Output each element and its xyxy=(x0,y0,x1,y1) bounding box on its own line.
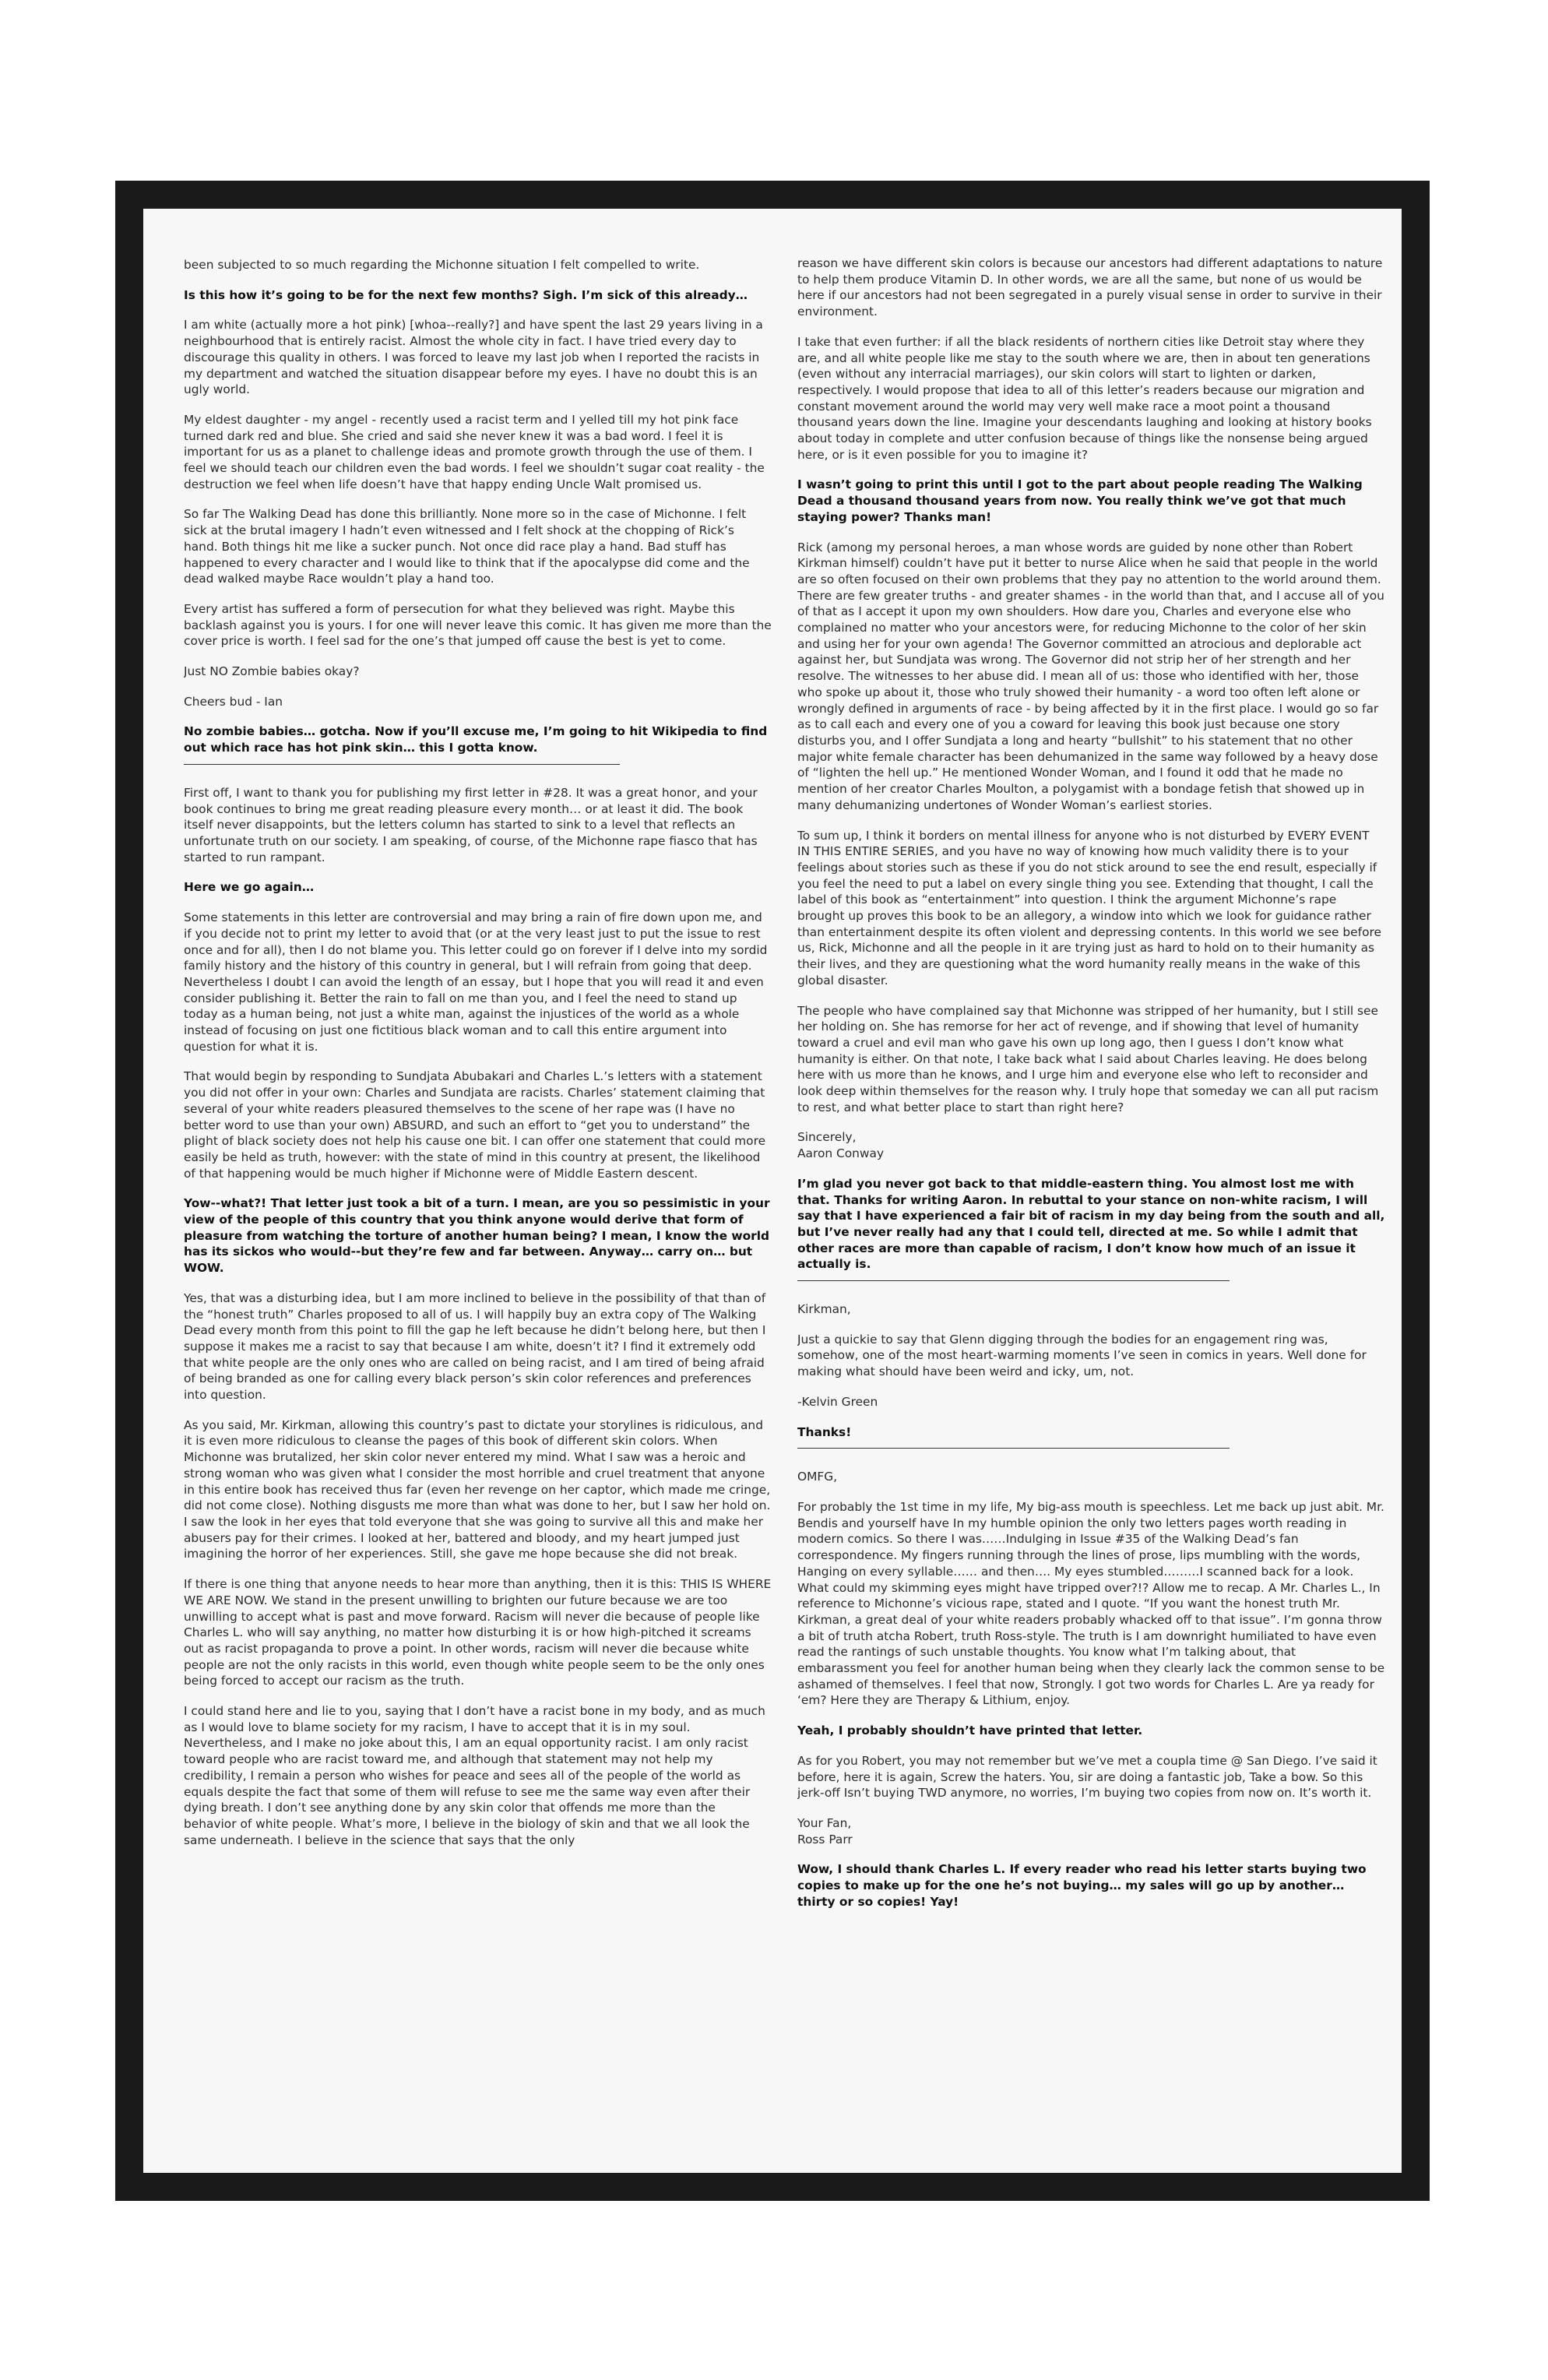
letter-paragraph: Your Fan, Ross Parr xyxy=(797,1815,853,1847)
letter-paragraph: As for you Robert, you may not remember but we’ve met a coupla time @ San Diego. I’ve said it before, here it is again, Screw the haters. You, sir are doing a fantastic job, Take a bow. So this jerk-off Isn’t buying TWD anymore, no worries, I’m buying two copies from now on. It’s worth it. xyxy=(797,1753,1377,1801)
editor-reply: I’m glad you never got back to that middle-eastern thing. You almost lost me with that. Thanks for writing Aaron. In rebuttal to your stance on non-white racism, I will say that I have experienced a fair bit of racism in my day being from the south and all, but I’ve never really had any that I could tell, directed at me. So while I admit that other races are more than capable of racism, I don’t know how much of an issue it actually is. xyxy=(797,1176,1385,1272)
letter-paragraph: I take that even further: if all the black residents of northern cities like Detroit stay where they are, and all white people like me stay to the south where we are, then in about ten generations (even without any interracial marriages), our skin colors will start to lighten or darken, respectively. I would propose that idea to all of this letter’s readers because our migration and constant movement around the world may very well make race a moot point a thousand thousand years down the line. Imagine your descendants laughing and looking at history books about today in complete and utter confusion because of things like the nonsense being argued here, or is it even possible for you to imagine it? xyxy=(797,334,1372,462)
letter-divider xyxy=(797,1448,1230,1449)
letter-paragraph: That would begin by responding to Sundjata Abubakari and Charles L.’s letters with a statement you did not offer in your own: Charles and Sundjata are racists. Charles’ statement claiming that several of your white readers pleasured themselves to the scene of her rape was (I have no better word to use than your own) ABSURD, and such an effort to “get you to understand” the plight of black society does not help his cause one bit. I can offer one statement that could more easily be held as truth, however: with the state of mind in this country at present, the likelihood of that happening would be much higher if Michonne were of Middle Eastern descent. xyxy=(184,1069,766,1181)
editor-reply: Yeah, I probably shouldn’t have printed that letter. xyxy=(797,1723,1143,1738)
letter-divider xyxy=(184,764,620,765)
letter-paragraph: Cheers bud - Ian xyxy=(184,694,283,709)
page-frame xyxy=(115,181,1430,2201)
left-column xyxy=(184,257,772,2142)
letter-paragraph: I am white (actually more a hot pink) [whoa--really?] and have spent the last 29 years living in a neighbourhood that is entirely racist. Almost the whole city in fact. I have tried every day to discourage this quality in others. I was forced to leave my last job when I reported the racists in my department and watched the situation disappear before my eyes. I have no doubt this is an ugly world. xyxy=(184,318,763,397)
letter-paragraph: My eldest daughter - my angel - recently used a racist term and I yelled till my hot pink face turned dark red and blue. She cried and said she never knew it was a bad word. I feel it is important for us as a planet to challenge ideas and promote growth through the use of them. I feel we should teach our children even the bad words. I feel we shouldn’t sugar coat reality - the destruction we feel when life doesn’t have that happy ending Uncle Walt promised us. xyxy=(184,412,765,491)
right-column xyxy=(797,255,1385,2142)
editor-reply: Is this how it’s going to be for the next few months? Sigh. I’m sick of this already… xyxy=(184,287,748,302)
letter-paragraph: Just NO Zombie babies okay? xyxy=(184,664,360,679)
editor-reply: Here we go again… xyxy=(184,880,315,895)
letter-paragraph: Just a quickie to say that Glenn digging through the bodies for an engagement ring was, somehow, one of the most heart-warming moments I’ve seen in comics in years. Well done for making what should have been weird and icky, um, not. xyxy=(797,1332,1367,1379)
letter-paragraph: -Kelvin Green xyxy=(797,1394,878,1409)
letter-paragraph: OMFG, xyxy=(797,1470,838,1484)
editor-reply: I wasn’t going to print this until I got to the part about people reading The Walking Dead a thousand thousand years from now. You really think we’ve got that much staying power? Thanks man! xyxy=(797,477,1363,524)
editor-reply: Yow--what?! That letter just took a bit of a turn. I mean, are you so pessimistic in your view of the people of this country that you think anyone would derive that form of pleasure from watching the torture of another human being? I mean, I know the world has its sickos who would--but they’re few and far between. Anyway… carry on… but WOW. xyxy=(184,1196,770,1276)
letter-paragraph: Rick (among my personal heroes, a man whose words are guided by none other than Robert Kirkman himself) couldn’t have put it better to nurse Alice when he said that people in the world are so often focused on their own problems that they pay no attention to the world around them. There are few greater truths - and greater shames - in the world than that, and I accuse all of you of that as I accept it upon my own shoulders. How dare you, Charles and everyone else who complained no matter who your ancestors were, for reducing Michonne to the color of her skin and using her for your own agenda! The Governor committed an atrocious and deplorable act against her, but Sundjata was wrong. The Governor did not strip her of her strength and her resolve. The witnesses to her abuse did. I mean all of us: those who identified with her, those who spoke up about it, those who truly showed their humanity - a word too often left alone or wrongly defined in arguments of race - by being affected by it in the first place. I would go so far as to call each and every one of you a coward for leaving this book just because one story disturbs you, and I offer Sundjata a long and hearty “bullshit” to his statement that no other major white female character has been dehumanized in the same way followed by a heavy dose of “lighten the hell up.” He mentioned Wonder Woman, and I found it odd that he made no mention of her creator Charles Moulton, a polygamist with a bondage fetish that showed up in many dehumanizing undertones of Wonder Woman’s earliest stories. xyxy=(797,540,1384,812)
editor-reply: Thanks! xyxy=(797,1424,852,1439)
letter-paragraph: been subjected to so much regarding the Michonne situation I felt compelled to write. xyxy=(184,258,700,272)
letter-paragraph: So far The Walking Dead has done this brilliantly. None more so in the case of Michonne. I felt sick at the brutal imagery I hadn’t even witnessed and I felt shock at the chopping of Rick’s hand. Both things hit me like a sucker punch. Not once did race play a hand. Bad stuff has happened to every character and I would like to think that if the apocalypse did come and the dead walked maybe Race wouldn’t play a hand too. xyxy=(184,507,750,586)
letter-paragraph: Sincerely, Aaron Conway xyxy=(797,1130,885,1161)
letter-paragraph: The people who have complained say that Michonne was stripped of her humanity, but I still see her holding on. She has remorse for her act of revenge, and if showing that level of humanity toward a cruel and evil man who gave his own up long ago, then I guess I don’t know what humanity is either. On that note, I take back what I said about Charles leaving. He does belong here with us more than he knows, and I urge him and everyone else who left to reconsider and look deep within themselves for the reason why. I truly hope that someday we can all put racism to rest, and what better place to start than right here? xyxy=(797,1003,1379,1114)
editor-reply: No zombie babies… gotcha. Now if you’ll excuse me, I’m going to hit Wikipedia to find out which race has hot pink skin… this I gotta know. xyxy=(184,724,768,755)
letter-divider xyxy=(797,1280,1230,1281)
letter-paragraph: reason we have different skin colors is because our ancestors had different adaptations to nature to help them produce Vitamin D. In other words, we are all the same, but none of us would be here if our ancestors had not been segregated in a purely visual sense in order to survive in their environment. xyxy=(797,256,1383,319)
letter-paragraph: Yes, that was a disturbing idea, but I am more inclined to believe in the possibility of that than of the “honest truth” Charles proposed to all of us. I will happily buy an extra copy of The Walking Dead every month from this point to fill the gap he left because he didn’t belong here, but then I suppose it makes me a racist to say that because I am white, doesn’t it? I find it extremely odd that white people are the only ones who are called on being racist, and I am tired of being afraid of being branded as one for calling every black person’s skin color references and preferences into question. xyxy=(184,1290,766,1403)
letter-paragraph: Some statements in this letter are controversial and may bring a rain of fire down upon me, and if you decide not to print my letter to avoid that (or at the very least just to put the issue to rest once and for all), then I do not blame you. This letter could go on forever if I delve into my sordid family history and the history of this country in general, but I will refrain from going that deep. Nevertheless I doubt I can avoid the length of an essay, but I hope that you will read it and even consider publishing it. Better the rain to fall on me than you, and I feel the need to stand up today as a human being, not just a white man, against the injustices of the world as a whole instead of focusing on just one fictitious black woman and to call this entire argument into question for what it is. xyxy=(184,910,768,1054)
letter-paragraph: Kirkman, xyxy=(797,1302,851,1317)
letter-paragraph: For probably the 1st time in my life, My big-ass mouth is speechless. Let me back up just abit. Mr. Bendis and yourself have In my humble opinion the only two letters pages worth reading in modern comics. So there I was……Indulging in Issue #35 of the Walking Dead’s fan correspondence. My fingers running through the lines of prose, lips mumbling with the words, Hanging on every syllable…… and then…. My eyes stumbled………I scanned back for a look. What could my skimming eyes might have tripped over?!? Allow me to recap. A Mr. Charles L., In reference to Michonne’s vicious rape, stated and I quote. “If you want the honest truth Mr. Kirkman, a great deal of your white readers probably whacked off to that issue”. I’m gonna throw a bit of truth atcha Robert, truth Ross-style. The truth is I am downright humiliated to have even read the rantings of such unstable thoughts. You know what I’m talking about, that embarassment you feel for another human being when they clearly lack the common sense to be ashamed of themselves. I feel that now, Strongly. I got two words for Charles L. Are ya ready for ‘em? Here they are Therapy & Lithium, enjoy. xyxy=(797,1500,1385,1708)
letter-paragraph: As you said, Mr. Kirkman, allowing this country’s past to dictate your storylines is ridiculous, and it is even more ridiculous to cleanse the pages of this book of different skin colors. When Michonne was brutalized, her skin color never entered my mind. What I saw was a heroic and strong woman who was given what I consider the most horrible and cruel treatment that anyone in this entire book has received thus far (even her revenge on her captor, which made me cringe, did not come close). Nothing disgusts me more than what was done to her, but I saw her hold on. I saw the look in her eyes that told everyone that she was going to survive all this and make her abusers pay for their crimes. I looked at her, battered and bloody, and my heart jumped just imagining the horror of her experiences. Still, she gave me hope because she did not break. xyxy=(184,1417,771,1561)
editor-reply: Wow, I should thank Charles L. If every reader who read his letter starts buying two copies to make up for the one he’s not buying… my sales will go up by another… thirty or so copies! Yay! xyxy=(797,1862,1367,1909)
letter-paragraph: First off, I want to thank you for publishing my first letter in #28. It was a great honor, and your book continues to bring me great reading pleasure every month… or at least it did. The book itself never disappoints, but the letters column has started to sink to a level that reflects an unfortunate truth on our society. I am speaking, of course, of the Michonne rape fiasco that has started to run rampant. xyxy=(184,785,758,864)
letter-paragraph: Every artist has suffered a form of persecution for what they believed was right. Maybe this backlash against you is yours. I for one will never leave this comic. It has given me more than the cover price is worth. I feel sad for the one’s that jumped off cause the best is yet to come. xyxy=(184,601,772,649)
letter-paragraph: If there is one thing that anyone needs to hear more than anything, then it is this: THIS IS WHERE WE ARE NOW. We stand in the present unwilling to brighten our future because we are too unwilling to accept what is past and move forward. Racism will never die because of people like Charles L. who will say anything, no matter how disturbing it is or how high-pitched it screams out as racist propaganda to prove a point. In other words, racism will never die because white people are not the only racists in this world, even though white people seem to be the only ones being forced to accept our racism as the truth. xyxy=(184,1577,772,1688)
letter-paragraph: To sum up, I think it borders on mental illness for anyone who is not disturbed by EVERY EVENT IN THIS ENTIRE SERIES, and you have no way of knowing how much validity there is to your feelings about stories such as these if you do not stick around to see the end result, especially if you feel the need to put a label on every single thing you see. Extending that thought, I call the label of this book as “entertainment” into question. I think the argument Michonne’s rape brought up proves this book to be an allegory, a window into which we look for guidance rather than entertainment despite its often violent and depressing contents. In this world we see before us, Rick, Michonne and all the people in it are trying just as hard to hold on to their humanity as their lives, and they are questioning what the word humanity really means in the wake of this global disaster. xyxy=(797,828,1381,988)
letter-paragraph: I could stand here and lie to you, saying that I don’t have a racist bone in my body, and as much as I would love to blame society for my racism, I have to accept that it is in my soul. Nevertheless, and I make no joke about this, I am an equal opportunity racist. I am only racist toward people who are racist toward me, and although that statement may not help my credibility, I remain a person who wishes for peace and sees all of the people of the world as equals despite the fact that some of them will refuse to see me the same way even after their dying breath. I don’t see anything done by any skin color that offends me more than the behavior of white people. What’s more, I believe in the biology of skin and that we all look the same underneath. I believe in the science that says that the only xyxy=(184,1704,765,1847)
letters-page xyxy=(143,209,1402,2173)
